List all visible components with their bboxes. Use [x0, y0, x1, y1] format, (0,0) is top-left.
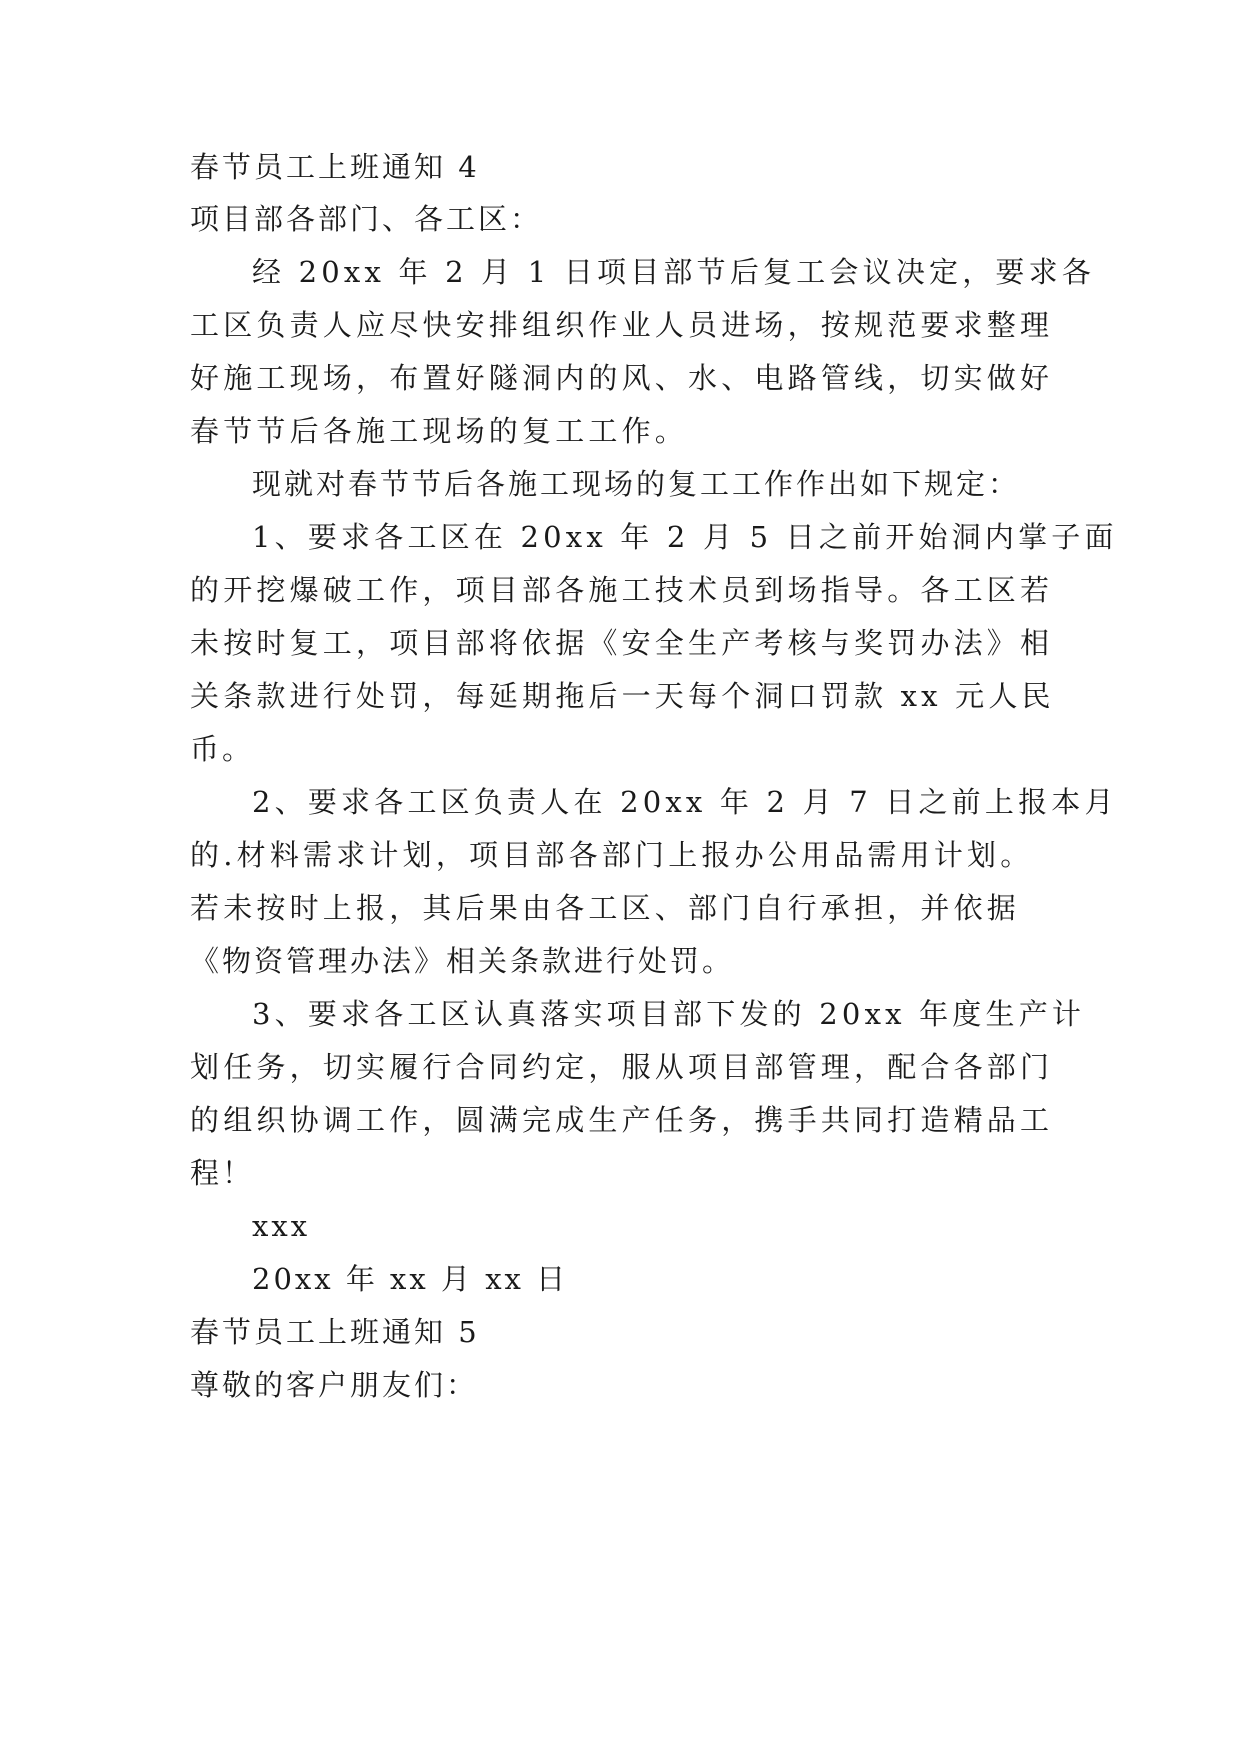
date: 20xx 年 xx 月 xx 日 [252, 1262, 569, 1296]
item-2-line-3: 若未按时上报，其后果由各工区、部门自行承担，并依据 [190, 891, 1021, 925]
notice-5-title: 春节员工上班通知 5 [190, 1315, 480, 1349]
notice-4-salutation: 项目部各部门、各工区： [190, 202, 543, 236]
paragraph-1-line-2: 工区负责人应尽快安排组织作业人员进场，按规范要求整理 [190, 308, 1054, 342]
notice-5-salutation: 尊敬的客户朋友们： [190, 1368, 479, 1402]
item-1-line-1: 1、要求各工区在 20xx 年 2 月 5 日之前开始洞内掌子面 [252, 520, 1118, 554]
item-2-line-1: 2、要求各工区负责人在 20xx 年 2 月 7 日之前上报本月 [252, 785, 1118, 819]
item-3-line-2: 划任务，切实履行合同约定，服从项目部管理，配合各部门 [190, 1050, 1054, 1084]
notice-4-title: 春节员工上班通知 4 [190, 150, 480, 184]
item-2-line-4: 《物资管理办法》相关条款进行处罚。 [190, 944, 735, 978]
item-1-line-5: 币。 [190, 732, 255, 766]
item-3-line-4: 程！ [190, 1156, 255, 1190]
paragraph-1-line-3: 好施工现场，布置好隧洞内的风、水、电路管线，切实做好 [190, 361, 1054, 395]
item-1-line-3: 未按时复工，项目部将依据《安全生产考核与奖罚办法》相 [190, 626, 1054, 660]
item-1-line-4: 关条款进行处罚，每延期拖后一天每个洞口罚款 xx 元人民 [190, 679, 1055, 713]
paragraph-1-line-4: 春节节后各施工现场的复工工作。 [190, 414, 689, 448]
signature: xxx [252, 1209, 311, 1243]
item-2-line-2: 的.材料需求计划，项目部各部门上报办公用品需用计划。 [190, 838, 1034, 872]
paragraph-2-line-1: 现就对春节节后各施工现场的复工工作作出如下规定： [252, 467, 1021, 501]
paragraph-1-line-1: 经 20xx 年 2 月 1 日项目部节后复工会议决定，要求各 [252, 255, 1096, 289]
item-1-line-2: 的开挖爆破工作，项目部各施工技术员到场指导。各工区若 [190, 573, 1054, 607]
item-3-line-3: 的组织协调工作，圆满完成生产任务，携手共同打造精品工 [190, 1103, 1054, 1137]
item-3-line-1: 3、要求各工区认真落实项目部下发的 20xx 年度生产计 [252, 997, 1086, 1031]
